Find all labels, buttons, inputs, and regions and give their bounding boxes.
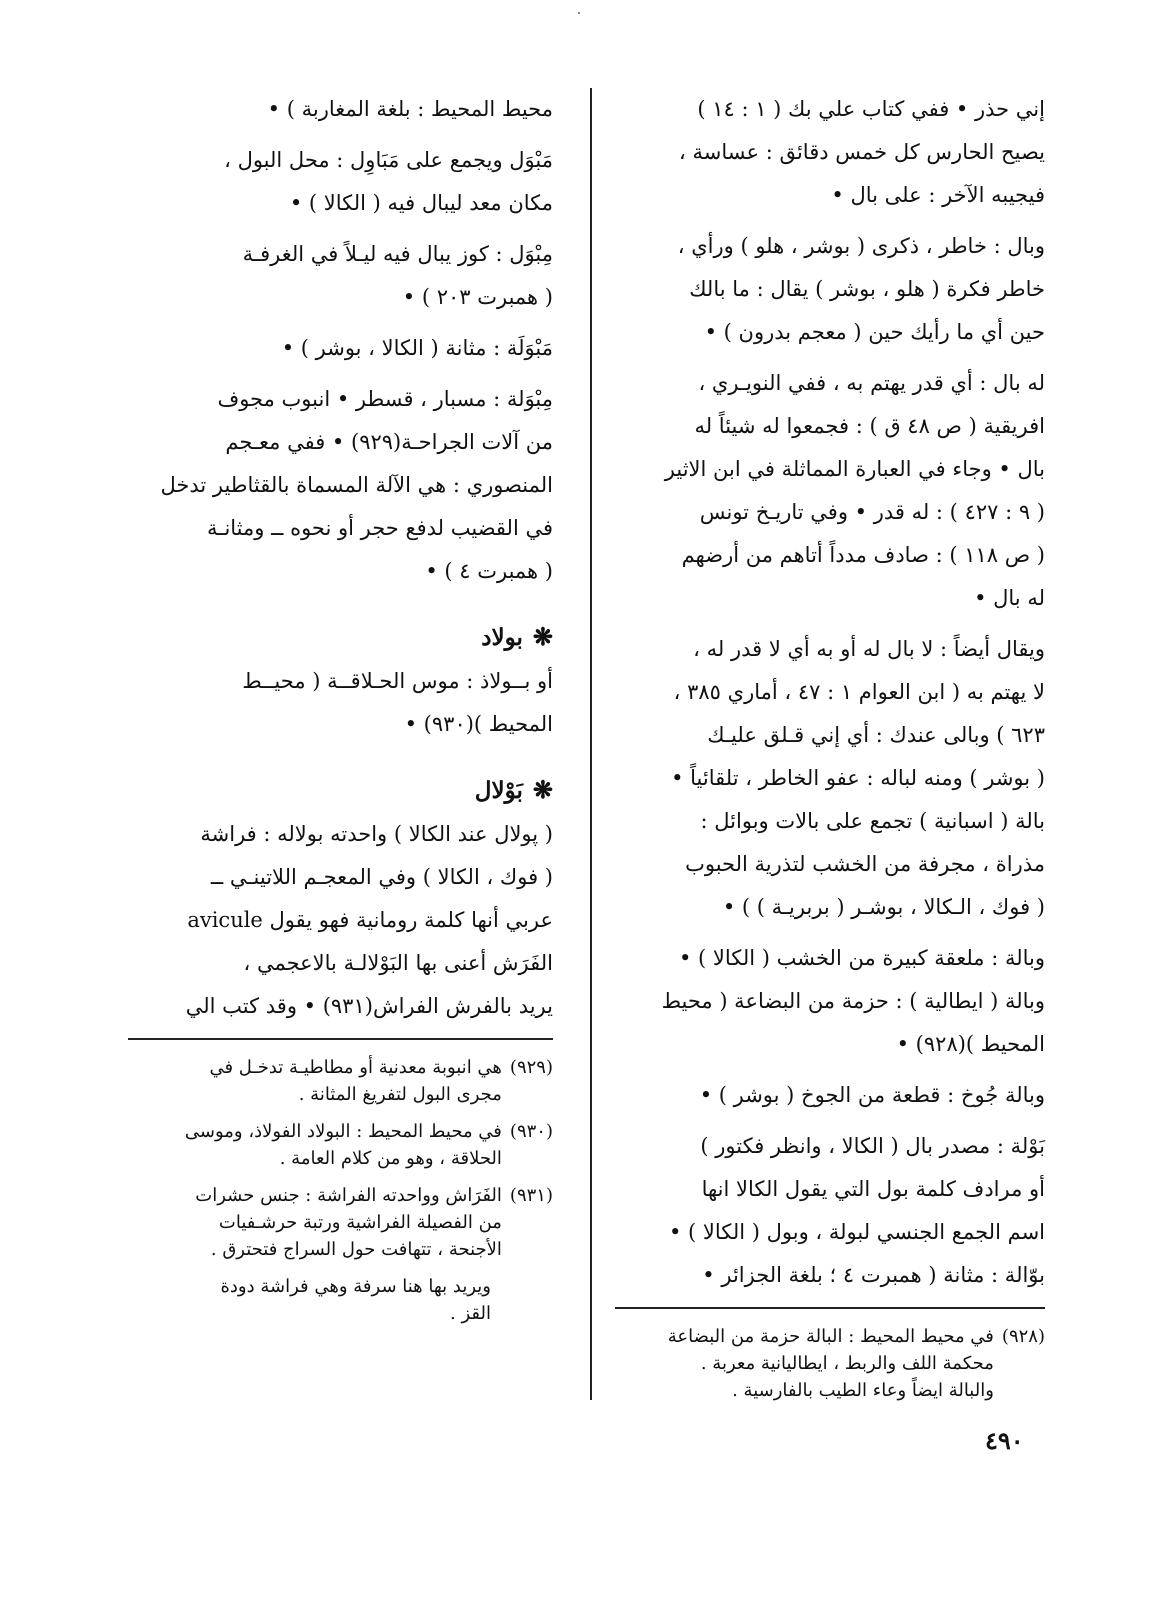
footnote-divider <box>128 1038 553 1040</box>
left-column <box>128 88 553 1337</box>
footnote-number: (٩٢٨) <box>1001 1326 1045 1347</box>
footnote-930 <box>128 1118 553 1172</box>
footnote-text: في محيط المحيط : البولاد الفولاذ، وموسى الحلاقة ، وهو من كلام العامة . <box>184 1121 502 1169</box>
entry-heading-bawlal: ❋بَوْلال <box>474 775 553 804</box>
entry-body-bawlal: ( پولال عند الكالا ) واحدته بولاله : فراشة ( فوك ، الكالا ) وفي المعجـم اللاتينـي ــ عربي أنها كلمة رومانية فهو يقول avicule الفَرَش أعنى بها البَوْلالـة بالاعجمي ، يريد بالفرش الفراش(٩٣١) • وقد كتب الي <box>185 822 553 1018</box>
footnote-text: في محيط المحيط : البالة حزمة من البضاعة محكمة اللف والربط ، ايطاليانية معربة . والبالة ايضاً وعاء الطيب بالفارسية . <box>667 1326 994 1401</box>
right-paragraph-1: إني حذر • ففي كتاب علي بك ( ١ : ١٤ ) يصيح الحارس كل خمس دقائق : عساسة ، فيجيبه الآخر : على بال • <box>679 97 1045 207</box>
footnote-number: (٩٢٩) <box>509 1057 553 1078</box>
right-paragraph-7: بَوْلة : مصدر بال ( الكالا ، وانظر فكتور ) أو مرادف كلمة بول التي يقول الكالا انها اسم الجمع الجنسي لبولة ، وبول ( الكالا ) • بوّالة : مثانة ( همبرت ٤ ؛ بلغة الجزائر • <box>668 1134 1045 1287</box>
footnote-931-continuation: ويريد بها هنا سرفة وهي فراشة دودة القز . <box>220 1276 491 1324</box>
footnote-text: هي انبوبة معدنية أو مطاطيـة تدخـل في مجرى البول لتفريغ المثانة . <box>209 1057 502 1105</box>
entry-heading-bulad: ❋بولاد <box>481 622 553 651</box>
left-paragraph-4: مَبْوَلَة : مثانة ( الكالا ، بوشر ) • <box>281 336 553 360</box>
left-paragraph-5: مِبْوَلة : مسبار ، قسطر • انبوب مجوف من آلات الجراحـة(٩٢٩) • ففي معـجم المنصوري : هي الآلة المسماة بالقثاطير تدخل في القضيب لدفع حجر أو نحوه ــ ومثانـة ( همبرت ٤ ) • <box>160 387 553 583</box>
footnote-text: الفَرَاش وواحدته الفراشة : جنس حشرات من الفصيلة الفراشية ورتبة حرشـفيات الأجنحة ، تتهافت حول السراج فتحترق . <box>195 1185 502 1260</box>
footnote-divider <box>615 1307 1045 1309</box>
column-divider <box>590 88 592 1400</box>
footnote-931 <box>128 1182 553 1263</box>
page-number: ٤٩٠ <box>985 1426 1024 1455</box>
left-paragraph-3: مِبْوَل : كوز يبال فيه ليـلاً في الغرفـة ( همبرت ٢٠٣ ) • <box>242 242 553 309</box>
star-icon: ❋ <box>532 775 553 804</box>
left-paragraph-1: محيط المحيط : بلغة المغاربة ) • <box>267 97 553 121</box>
footnote-929 <box>128 1054 553 1108</box>
right-paragraph-5: وبالة : ملعقة كبيرة من الخشب ( الكالا ) • وبالة ( ايطالية ) : حزمة من البضاعة ( محيط المحيط )(٩٢٨) • <box>661 946 1045 1056</box>
star-icon: ❋ <box>532 622 553 651</box>
right-paragraph-2: وبال : خاطر ، ذكرى ( بوشر ، هلو ) ورأي ، خاطر فكرة ( هلو ، بوشر ) يقال : ما بالك حين أي ما رأيك حين ( معجم بدرون ) • <box>677 234 1045 344</box>
left-paragraph-2: مَبْوَل ويجمع على مَبَاوِل : محل البول ، مكان معد ليبال فيه ( الكالا ) • <box>224 148 553 215</box>
footnote-number: (٩٣١) <box>509 1185 553 1206</box>
right-paragraph-3: له بال : أي قدر يهتم به ، ففي النويـري ، افريقية ( ص ٤٨ ق ) : فجمعوا له شيئاً له بال • وجاء في العبارة المماثلة في ابن الاثير ( ٩ : ٤٢٧ ) : له قدر • وفي تاريـخ تونس ( ص ١١٨ ) : صادف مدداً أتاهم من أرضهم له بال • <box>664 371 1045 610</box>
entry-body-bulad: أو بــولاذ : موس الحـلاقــة ( محيــط المحيط )(٩٣٠) • <box>242 669 553 736</box>
footnote-928 <box>615 1323 1045 1404</box>
right-paragraph-4: ويقال أيضاً : لا بال له أو به أي لا قدر له ، لا يهتم به ( ابن العوام ١ : ٤٧ ، أماري ٣٨٥ ، ٦٢٣ ) وبالى عندك : أي إني قـلق عليـك ( بوشر ) ومنه لباله : عفو الخاطر ، تلقائياً • بالة ( اسبانية ) تجمع على بالات وبوائل : مذراة ، مجرفة من الخشب لتذرية الحبوب ( فوك ، الـكالا ، بوشـر ( بربريـة ) ) • <box>671 637 1045 919</box>
scan-mark <box>578 12 580 14</box>
right-column <box>615 88 1045 1414</box>
right-paragraph-6: وبالة جُوخ : قطعة من الجوخ ( بوشر ) • <box>699 1083 1045 1107</box>
footnote-number: (٩٣٠) <box>509 1121 553 1142</box>
